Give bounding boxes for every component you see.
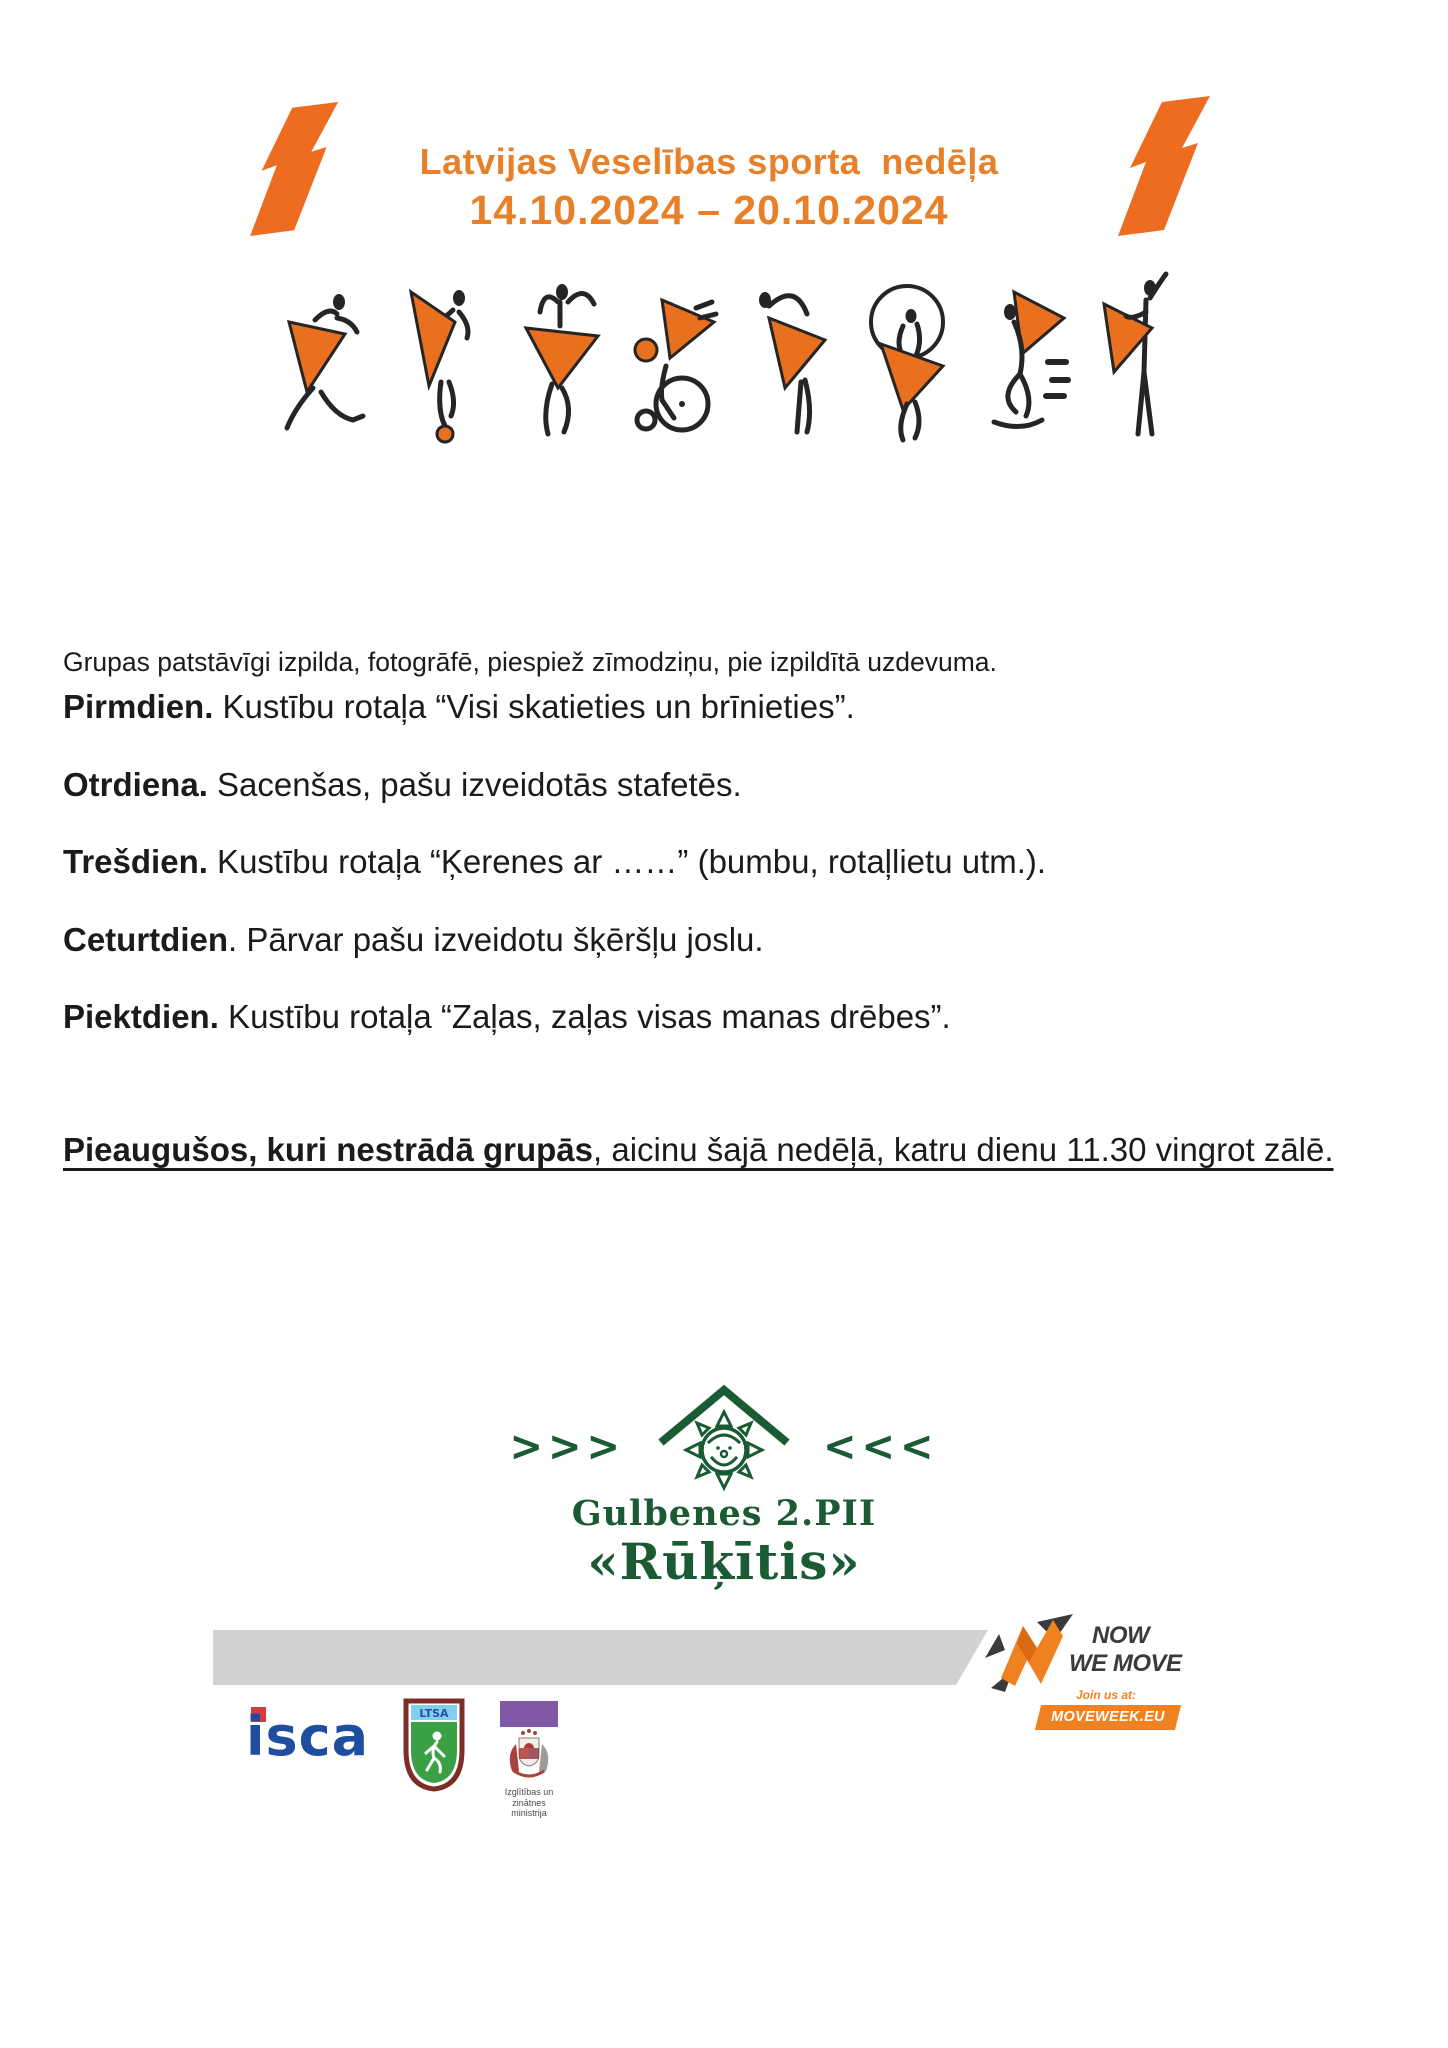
figure-bending-icon [743,270,843,440]
join-us-at-label: Join us at: [1075,1688,1136,1702]
day-row-monday [63,688,855,726]
ministry-logo [498,1701,560,1819]
day-row-friday [63,998,951,1036]
adults-notice [63,1118,1403,1182]
moveweek-banner [1035,1705,1181,1730]
kindergarten-name: Gulbenes 2.PII [571,1493,877,1534]
page-title: Latvijas Veselības sporta nedēļa [419,141,999,182]
day-label: Otrdiena. [63,766,208,803]
day-label: Ceturtdien [63,921,228,958]
ministry-caption-line1: Izglītības un zinātnes [504,1787,554,1808]
adults-notice-bold: Pieaugušos, kuri nestrādā grupās [63,1131,593,1168]
header [0,140,1418,234]
nowwemove-text-line1: NOW [1092,1622,1150,1649]
nowwemove-logo [985,1608,1200,1733]
latvia-coat-of-arms-icon [502,1729,556,1779]
chevrons-left: >>> [509,1422,625,1472]
day-label: Piektdien. [63,998,219,1035]
chevrons-right: <<< [823,1422,939,1472]
figure-standing-icon [1092,270,1192,442]
ltsa-label: LTSA [419,1707,449,1720]
day-text: Sacenšas, pašu izveidotās stafetēs. [207,766,742,803]
day-text: Kustību rotaļa “Visi skatieties un brīnieties”. [213,688,855,725]
figure-running-icon [277,270,377,440]
figure-dancing-icon [510,270,610,442]
sport-figures-row [277,270,1192,450]
figure-wheelchair-racing-icon [626,270,726,442]
nowwemove-symbol-icon [985,1614,1077,1694]
day-row-tuesday [63,766,742,804]
nowwemove-text-line2: WE MOVE [1069,1650,1182,1677]
day-label: Pirmdien. [63,688,214,725]
ministry-caption [498,1787,560,1819]
isca-logo [246,1704,394,1760]
footer-gray-bar [213,1630,988,1685]
day-text: Kustību rotaļa “Zaļas, zaļas visas manas drēbes”. [218,998,951,1035]
figure-hoop-gymnastics-icon [859,270,959,445]
sun-gnome-emblem-icon [639,1378,809,1493]
adults-notice-rest: , aicinu šajā nedēļā, katru dienu 11.30 vingrot zālē. [593,1131,1334,1168]
figure-skating-icon [976,270,1076,440]
ministry-purple-flag [500,1701,558,1727]
day-row-wednesday [63,843,1046,881]
moveweek-url: MOVEWEEK.EU [1051,1709,1165,1725]
day-row-thursday [63,921,764,959]
day-text: Kustību rotaļa “Ķerenes ar ……” (bumbu, rotaļlietu utm.). [207,843,1047,880]
intro-text: Grupas patstāvīgi izpilda, fotogrāfē, piespiež zīmodziņu, pie izpildītā uzdevuma. [63,646,997,677]
day-label: Trešdien. [63,843,208,880]
kindergarten-logo [0,1378,1448,1591]
ltsa-logo [403,1698,465,1792]
day-text: . Pārvar pašu izveidotu šķēršļu joslu. [228,921,764,958]
figure-ball-kicking-icon [393,270,493,445]
ministry-caption-line2: ministrija [511,1808,547,1818]
kindergarten-nickname: «Rūķītis» [587,1532,861,1591]
date-range: 14.10.2024 – 20.10.2024 [469,187,949,233]
isca-label: isca [246,1705,370,1760]
